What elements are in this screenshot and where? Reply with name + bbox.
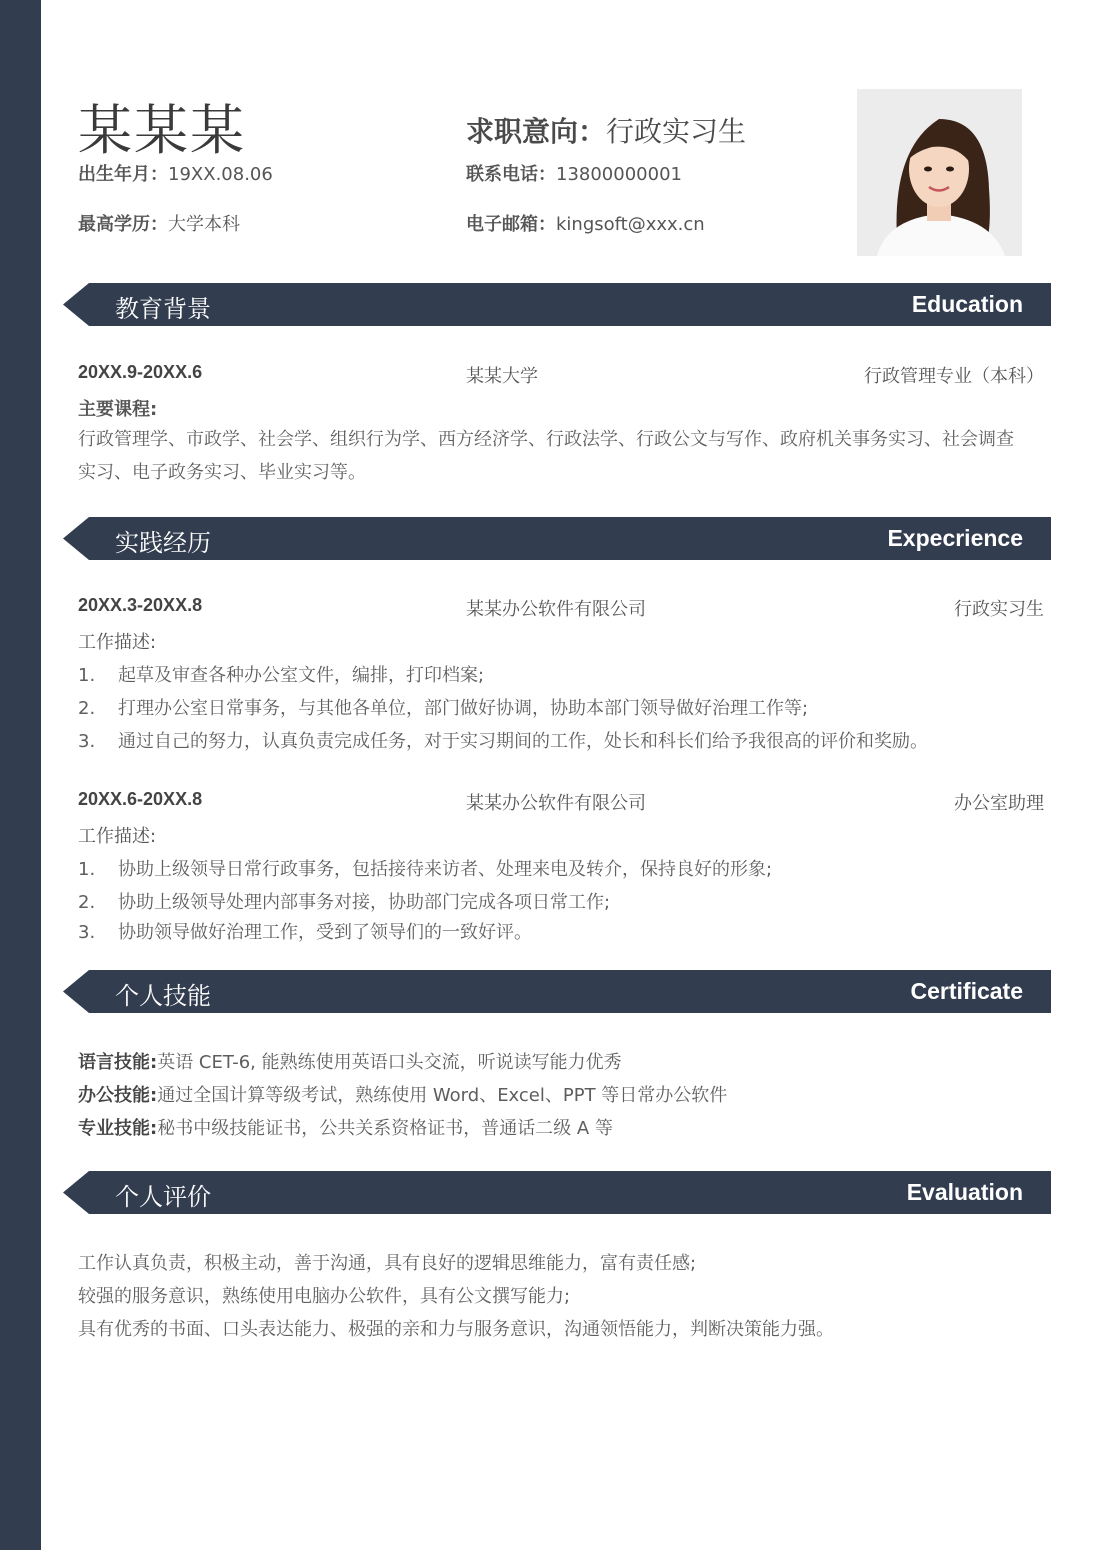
section-title-cn: 个人评价 bbox=[115, 1183, 211, 1211]
skill-label: 办公技能: bbox=[78, 1085, 158, 1106]
job-objective bbox=[466, 110, 746, 150]
section-title-en: Certificate bbox=[910, 978, 1023, 1004]
birth-value: 19XX.08.06 bbox=[168, 164, 273, 185]
email-value: kingsoft@xxx.cn bbox=[556, 214, 705, 235]
section-title-cn: 教育背景 bbox=[115, 295, 211, 323]
skill-item bbox=[78, 1081, 727, 1107]
candidate-name: 某某某 bbox=[78, 99, 246, 162]
list-item-text: 通过自己的努力，认真负责完成任务，对于实习期间的工作，处长和科长们给予我很高的评价和奖励。 bbox=[118, 731, 928, 752]
edu-value: 大学本科 bbox=[168, 214, 240, 235]
list-item bbox=[78, 918, 532, 944]
skill-item bbox=[78, 1114, 613, 1140]
skill-text: 秘书中级技能证书，公共关系资格证书，普通话二级 A 等 bbox=[157, 1118, 613, 1139]
company-name: 某某办公软件有限公司 bbox=[466, 599, 646, 620]
major-name: 行政管理专业（本科） bbox=[864, 366, 1044, 387]
list-item-number: 2. bbox=[78, 892, 96, 913]
phone-value: 13800000001 bbox=[556, 164, 682, 185]
list-item bbox=[78, 727, 928, 753]
skill-label: 专业技能: bbox=[78, 1118, 158, 1139]
birth-info bbox=[78, 160, 273, 186]
section-banner-education bbox=[63, 283, 1051, 326]
list-item-text: 协助领导做好治理工作，受到了领导们的一致好评。 bbox=[118, 922, 532, 943]
company-name: 某某办公软件有限公司 bbox=[466, 793, 646, 814]
evaluation-line: 工作认真负责，积极主动，善于沟通，具有良好的逻辑思维能力，富有责任感; bbox=[78, 1253, 697, 1274]
role-name: 办公室助理 bbox=[954, 793, 1044, 814]
list-item bbox=[78, 855, 772, 881]
section-banner-experience bbox=[63, 517, 1051, 560]
education-date: 20XX.9-20XX.6 bbox=[78, 362, 203, 382]
list-item-number: 2. bbox=[78, 698, 96, 719]
evaluation-line: 较强的服务意识，熟练使用电脑办公软件，具有公文撰写能力; bbox=[78, 1286, 571, 1307]
list-item-text: 起草及审查各种办公室文件，编排，打印档案; bbox=[118, 665, 485, 686]
objective-label: 求职意向： bbox=[466, 115, 607, 148]
list-item bbox=[78, 661, 484, 687]
skill-text: 英语 CET-6, 能熟练使用英语口头交流，听说读写能力优秀 bbox=[157, 1052, 622, 1073]
education-level-info bbox=[78, 210, 240, 236]
section-title-en: Evaluation bbox=[906, 1179, 1023, 1205]
skill-label: 语言技能: bbox=[78, 1052, 158, 1073]
evaluation-line: 具有优秀的书面、口头表达能力、极强的亲和力与服务意识，沟通领悟能力，判断决策能力强。 bbox=[78, 1319, 834, 1340]
section-title-cn: 实践经历 bbox=[115, 529, 211, 557]
list-item bbox=[78, 694, 808, 720]
phone-label: 联系电话： bbox=[466, 164, 556, 185]
section-title-cn: 个人技能 bbox=[115, 982, 211, 1010]
experience-date: 20XX.6-20XX.8 bbox=[78, 789, 203, 809]
experience-row bbox=[78, 595, 1044, 621]
email-label: 电子邮箱： bbox=[466, 214, 556, 235]
list-item-text: 打理办公室日常事务，与其他各单位，部门做好协调，协助本部门领导做好治理工作等; bbox=[118, 698, 809, 719]
phone-info bbox=[466, 160, 682, 186]
birth-label: 出生年月： bbox=[78, 164, 168, 185]
experience-date: 20XX.3-20XX.8 bbox=[78, 595, 203, 615]
list-item-number: 3. bbox=[78, 731, 96, 752]
profile-photo bbox=[857, 89, 1022, 256]
section-banner-evaluation bbox=[63, 1171, 1051, 1214]
courses-label: 主要课程: bbox=[78, 399, 158, 420]
education-row bbox=[78, 362, 1044, 388]
courses-text: 行政管理学、市政学、社会学、组织行为学、西方经济学、行政法学、行政公文与写作、政府机关事务实习、社会调查实习、电子政务实习、毕业实习等。 bbox=[78, 429, 1014, 483]
work-desc-label: 工作描述: bbox=[78, 826, 157, 847]
list-item-number: 1. bbox=[78, 859, 96, 880]
list-item bbox=[78, 888, 610, 914]
list-item-text: 协助上级领导日常行政事务，包括接待来访者、处理来电及转介，保持良好的形象; bbox=[118, 859, 773, 880]
list-item-number: 3. bbox=[78, 922, 96, 943]
list-item-text: 协助上级领导处理内部事务对接，协助部门完成各项日常工作; bbox=[118, 892, 611, 913]
role-name: 行政实习生 bbox=[954, 599, 1044, 620]
left-sidebar-bar bbox=[0, 0, 41, 1550]
email-info bbox=[466, 210, 705, 236]
experience-row bbox=[78, 789, 1044, 815]
edu-label: 最高学历： bbox=[78, 214, 168, 235]
section-title-en: Expecrience bbox=[887, 525, 1023, 551]
section-title-en: Education bbox=[911, 291, 1023, 317]
objective-value: 行政实习生 bbox=[606, 115, 747, 148]
skill-text: 通过全国计算等级考试，熟练使用 Word、Excel、PPT 等日常办公软件 bbox=[157, 1085, 728, 1106]
skill-item bbox=[78, 1048, 622, 1074]
list-item-number: 1. bbox=[78, 665, 96, 686]
section-banner-skills bbox=[63, 970, 1051, 1013]
work-desc-label: 工作描述: bbox=[78, 632, 157, 653]
school-name: 某某大学 bbox=[466, 366, 538, 387]
